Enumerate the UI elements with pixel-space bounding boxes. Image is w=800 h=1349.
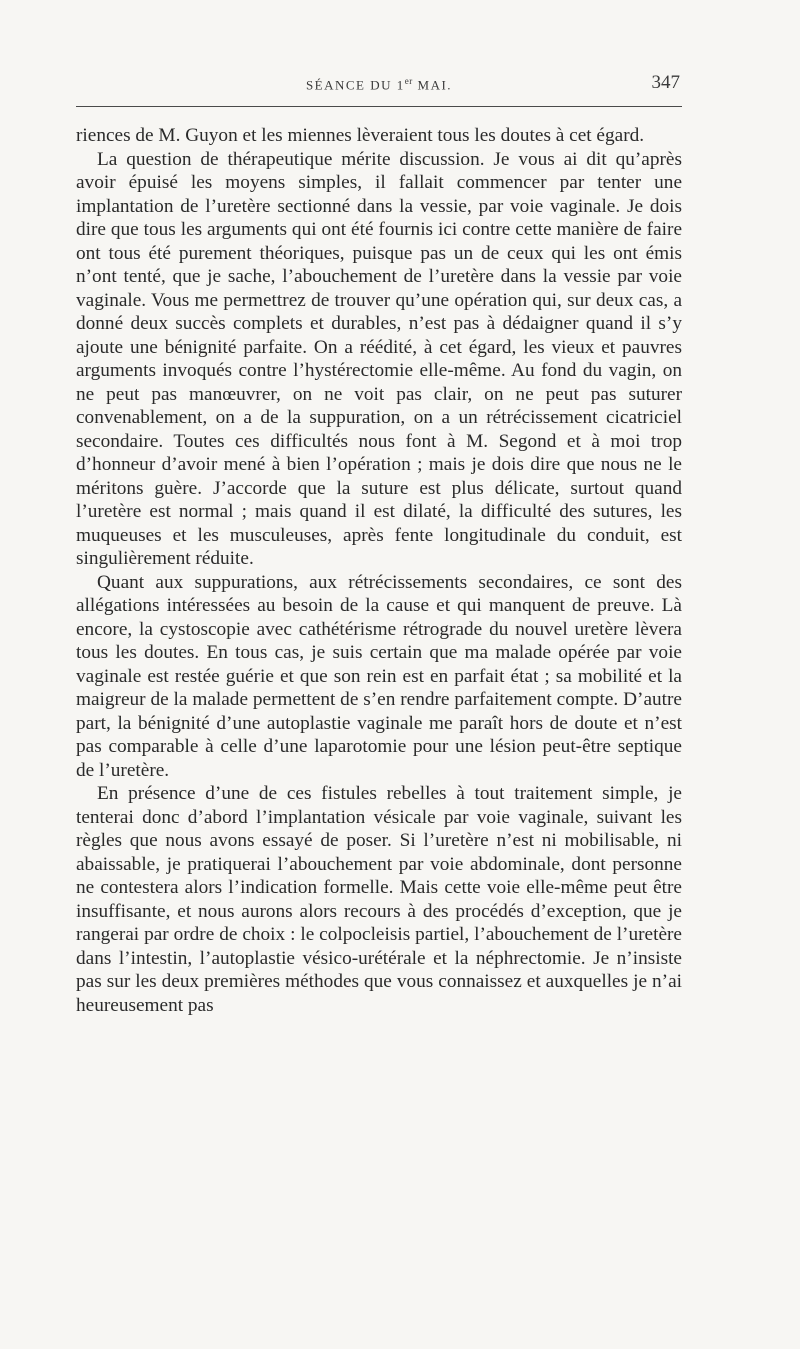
- page-header: [76, 72, 682, 102]
- running-head: [76, 76, 682, 93]
- running-head-main: SÉANCE DU 1: [305, 77, 405, 93]
- running-head-superscript: er: [404, 76, 413, 86]
- paragraph: Quant aux suppurations, aux rétrécissements secondaires, ce sont des allégations intéressées au besoin de la cause et qui manquent de preuve. Là encore, la cystoscopie avec cathétérisme rétrograde du nouvel uretère lèvera tous les doutes. En tous cas, je suis certain que ma malade opérée par voie vaginale est restée guérie et que son rein est en parfait état ; sa mobilité et la maigreur de la malade permettent de s’en rendre parfaitement compte. D’autre part, la bénignité d’une autoplastie vaginale me paraît hors de doute et n’est pas comparable à celle d’une laparotomie pour une lésion peut-être septique de l’uretère.: [76, 571, 682, 781]
- running-head-end: MAI.: [412, 77, 453, 93]
- header-rule: [76, 106, 682, 107]
- paragraph: En présence d’une de ces fistules rebelles à tout traitement simple, je tenterai donc d’abord l’implantation vésicale par voie vaginale, suivant les règles que nous avons essayé de poser. Si l’uretère n’est ni mobilisable, ni abaissable, je pratiquerai l’abouchement par voie abdominale, dont personne ne contestera alors l’indication formelle. Mais cette voie elle-même peut être insuffisante, et nous aurons alors recours à des procédés d’exception, que je rangerai par ordre de choix : le colpocleisis partiel, l’abouchement de l’uretère dans l’intestin, l’autoplastie vésico-urétérale et la néphrectomie. Je n’insiste pas sur les deux premières méthodes que vous connaissez et auxquelles je n’ai heureusement pas: [76, 783, 682, 1016]
- paragraph: La question de thérapeutique mérite discussion. Je vous ai dit qu’après avoir épuisé les moyens simples, il fallait commencer par tenter une implantation de l’uretère sectionné dans la vessie, par voie vaginale. Je dois dire que tous les arguments qui ont été fournis ici contre cette manière de faire ont tous été purement théoriques, puisque pas un de ceux qui les ont émis n’ont tenté, que je sache, l’abouchement de l’uretère dans la vessie par voie vaginale. Vous me permettrez de trouver qu’une opération qui, sur deux cas, a donné deux succès complets et durables, n’est pas à dédaigner quand il s’y ajoute une bénignité parfaite. On a réédité, à cet égard, les vieux et pauvres arguments invoqués contre l’hystérectomie elle-même. Au fond du vagin, on ne peut pas manœuvrer, on ne voit pas clair, on ne peut pas suturer convenablement, on a de la suppuration, on a un rétrécissement cicatriciel secondaire. Toutes ces difficultés nous font à M. Segond et à moi trop d’honneur d’avoir mené à bien l’opération ; mais je dois dire que nous ne le méritons guère. J’accorde que la suture est plus délicate, surtout quand l’uretère est normal ; mais quand il est dilaté, la difficulté des sutures, les muqueuses et les musculeuses, après fente longitudinale du conduit, est singulièrement réduite.: [76, 148, 682, 569]
- body-text: [76, 124, 682, 1017]
- page-number: 347: [651, 72, 680, 93]
- paragraph-continuation: riences de M. Guyon et les miennes lèveraient tous les doutes à cet égard.: [76, 125, 645, 146]
